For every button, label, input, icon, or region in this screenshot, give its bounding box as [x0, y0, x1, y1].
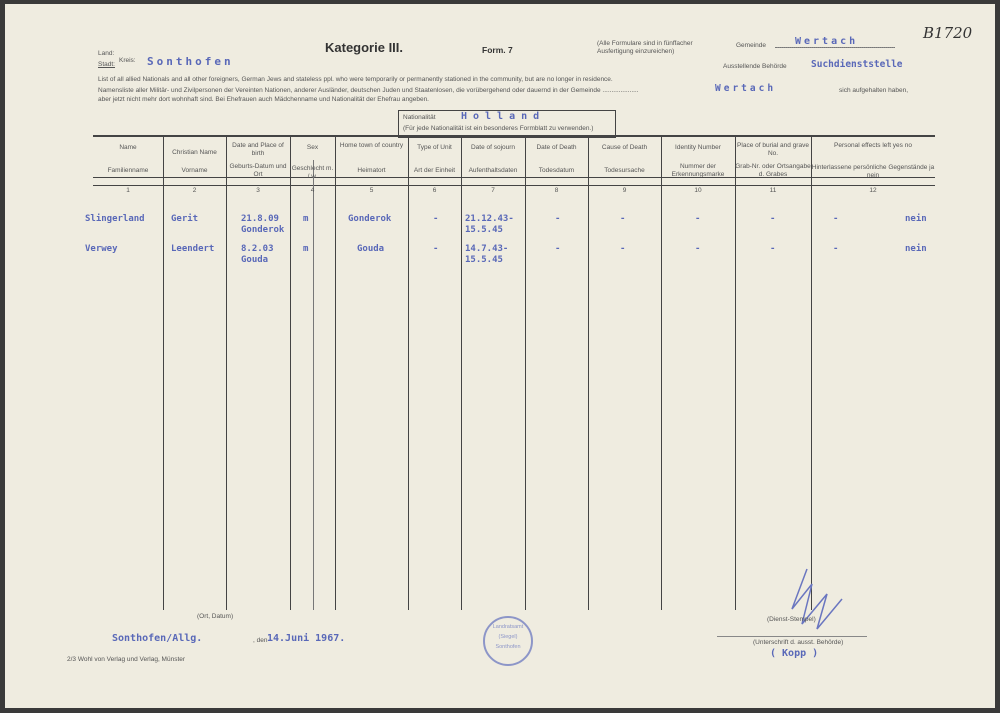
row1-grave: - — [770, 214, 776, 224]
col-grave-en: Place of burial and grave No. — [737, 142, 809, 157]
row1-home: Gonderok — [348, 214, 392, 224]
row2-sojourn: 14.7.43- 15.5.45 — [465, 244, 509, 265]
row1-personal: - — [833, 214, 839, 224]
col-identity-de: Nummer der Erkennungsmarke — [671, 163, 725, 178]
footer-printer: 2/3 Wohl von Verlag und Verlag, Münster — [67, 656, 186, 663]
label-land: Land: — [98, 50, 115, 57]
row1-death: - — [555, 214, 561, 224]
col-home-de: Heimatort — [357, 167, 386, 174]
col-cause-de: Todesursache — [604, 167, 645, 174]
col-num: 5 — [369, 187, 374, 194]
intro-line-3: aber jetzt nicht mehr dort wohnhaft sind. Bei Ehefrauen auch Mädchenname und Nationalität der Ehefrau angeben. — [98, 96, 429, 103]
nationality-box — [398, 110, 616, 138]
gemeinde-value: Wertach — [795, 36, 859, 47]
nationality-note: (Für jede Nationalität ist ein besonderes Formblatt zu verwenden.) — [403, 125, 594, 132]
label-kreis: Kreis: — [119, 57, 136, 64]
nationality-value: Holland — [461, 111, 546, 122]
label-behoerde: Ausstellende Behörde — [723, 63, 787, 70]
label-stadt: Stadt: — [98, 61, 115, 68]
row2-dob: 8.2.03 Gouda — [241, 244, 274, 265]
col-num: 10 — [694, 187, 702, 194]
col-num: 11 — [769, 187, 777, 194]
row2-identity: - — [695, 244, 701, 254]
row1-personal-2: nein — [905, 214, 927, 224]
col-num: 8 — [554, 187, 559, 194]
archive-number: B1720 — [923, 24, 973, 42]
footer-den: , den — [253, 637, 268, 644]
row2-surname: Verwey — [85, 244, 118, 254]
intro-line-1: List of all allied Nationals and all other foreigners, German Jews and stateless ppl. who were temporarily or permanently stationed in the community, but are no longer in residence. — [98, 76, 613, 83]
col-grave-de: Grab-Nr. oder Ortsangabe d. Grabes — [735, 163, 811, 178]
row2-home: Gouda — [357, 244, 385, 254]
col-name-de: Familienname — [107, 167, 149, 174]
row1-surname: Slingerland — [85, 214, 145, 224]
col-death-de: Todesdatum — [538, 167, 575, 174]
row1-sojourn: 21.12.43- 15.5.45 — [465, 214, 514, 235]
footer-date: 14.Juni 1967. — [267, 633, 346, 644]
row1-sex: m — [303, 214, 309, 224]
col-sex-en: Sex — [306, 144, 319, 151]
signature-mark — [787, 564, 847, 634]
col-num: 4 — [310, 187, 315, 194]
row2-personal-2: nein — [905, 244, 927, 254]
row1-identity: - — [695, 214, 701, 224]
footer-place: Sonthofen/Allg. — [112, 633, 203, 644]
page-title: Kategorie III. — [325, 40, 404, 55]
row2-death: - — [555, 244, 561, 254]
col-sojourn-de: Aufenthaltsdaten — [468, 167, 518, 174]
col-home-en: Home town of country — [339, 142, 404, 149]
col-num: 3 — [256, 187, 260, 194]
intro-line-2-end: sich aufgehalten haben, — [839, 87, 909, 94]
row1-unit: - — [433, 214, 439, 224]
form-note: (Alle Formulare sind in fünffacher Ausfertigung einzureichen) — [597, 40, 693, 55]
col-name-en: Name — [119, 144, 137, 151]
col-num: 7 — [491, 187, 495, 194]
col-dob-de: Geburts-Datum und Ort — [229, 163, 287, 178]
col-num: 12 — [869, 187, 877, 194]
gemeinde-value-2: Wertach — [715, 83, 777, 94]
col-personal-en: Personal effects left yes no — [834, 142, 912, 149]
col-unit-de: Art der Einheit — [413, 167, 456, 174]
col-dob-en: Date and Place of birth — [232, 142, 284, 157]
row2-firstname: Leendert — [171, 244, 215, 254]
row1-dob: 21.8.09 Gonderok — [241, 214, 285, 235]
signer-name: ( Kopp ) — [770, 648, 819, 659]
col-unit-en: Type of Unit — [417, 144, 452, 151]
col-christian-de: Vorname — [181, 167, 208, 174]
form-number: Form. 7 — [482, 45, 513, 55]
row2-grave: - — [770, 244, 776, 254]
col-num: 1 — [126, 187, 130, 194]
label-ort-datum: (Ort, Datum) — [197, 613, 234, 620]
row2-cause: - — [620, 244, 626, 254]
row2-sex: m — [303, 244, 309, 254]
nationality-label: Nationalität — [403, 114, 436, 121]
col-death-en: Date of Death — [536, 144, 577, 151]
col-num: 9 — [622, 187, 627, 194]
intro-line-2: Namensliste aller Militär- und Zivilpersonen der Vereinten Nationen, anderer Ausländer, deutschen Juden und Staatenlosen, die vorübergehend oder dauernd in der Gemeinde .................... — [98, 87, 639, 94]
behoerde-value: Suchdienststelle — [811, 59, 903, 70]
col-num: 2 — [192, 187, 197, 194]
col-num: 6 — [432, 187, 437, 194]
row1-cause: - — [620, 214, 626, 224]
row1-firstname: Gerit — [171, 214, 199, 224]
col-christian-en: Christian Name — [172, 149, 217, 156]
label-dienstsiegel: (Dienst-Stempel) — [767, 616, 816, 623]
label-gemeinde: Gemeinde — [736, 42, 766, 49]
col-identity-en: Identity Number — [675, 144, 721, 151]
col-sojourn-en: Date of sojourn — [470, 144, 516, 151]
col-sex-de: Geschlecht m. / w. — [291, 165, 334, 180]
col-cause-en: Cause of Death — [601, 144, 648, 151]
document-page — [5, 4, 995, 708]
official-stamp: Landratsamt (Siegel) Sonthofen — [483, 616, 533, 666]
label-unterschrift: (Unterschrift d. ausst. Behörde) — [753, 639, 844, 646]
kreis-value: Sonthofen — [147, 55, 234, 68]
col-personal-de: Hinterlassene persönliche Gegenstände ja nein — [811, 164, 935, 179]
row2-personal: - — [833, 244, 839, 254]
row2-unit: - — [433, 244, 439, 254]
